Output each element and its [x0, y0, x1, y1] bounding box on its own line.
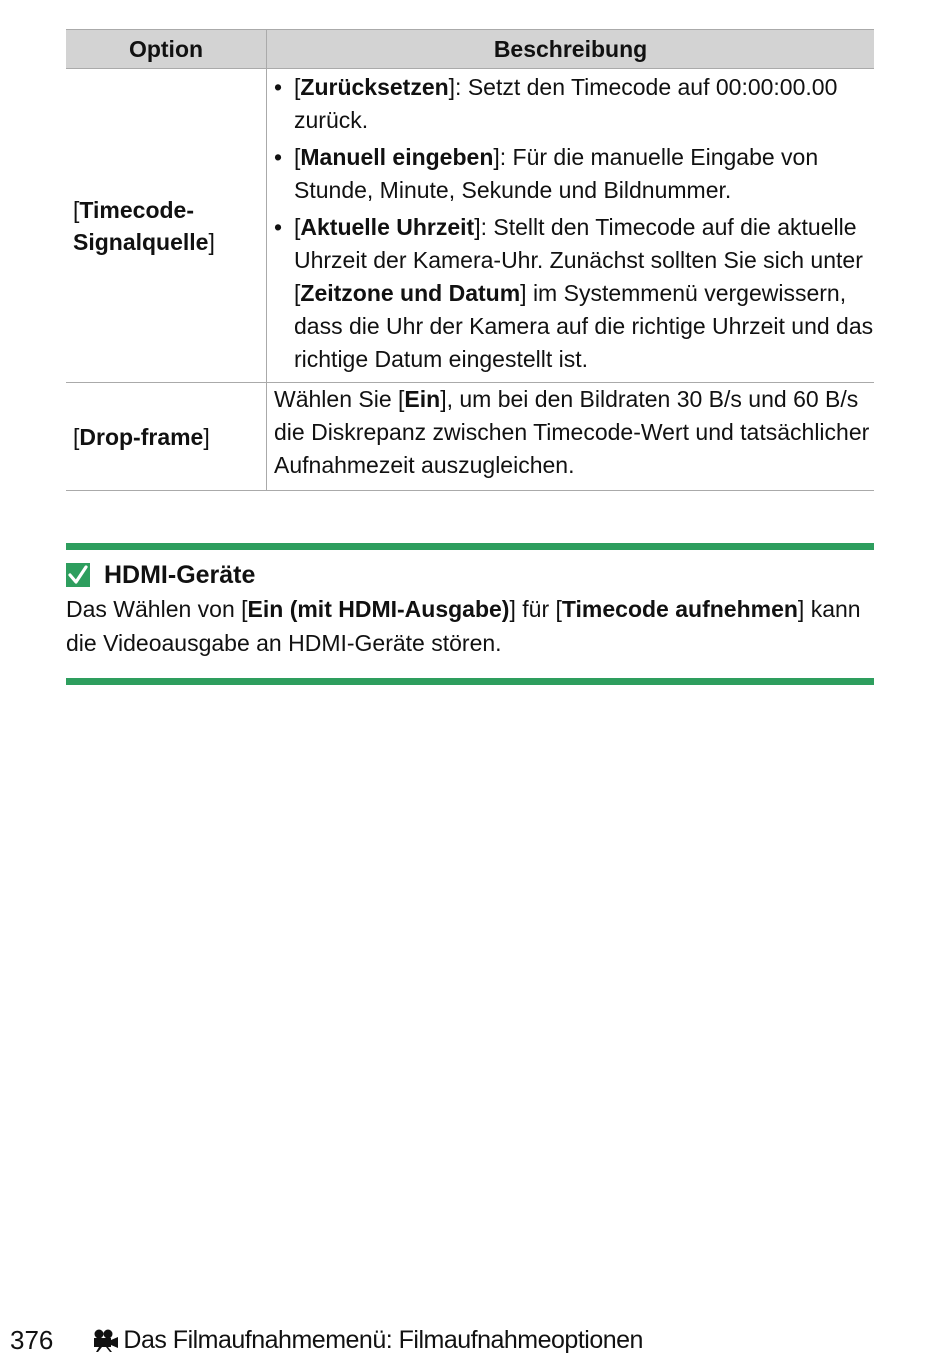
text: ]: Für die manuelle Eingabe von Stunde, Minute, Sekunde und Bildnummer. [294, 144, 819, 203]
description-cell [267, 69, 875, 383]
setting-name: Zurücksetzen [300, 74, 449, 100]
option-cell [66, 69, 267, 383]
note-body [66, 592, 874, 660]
bullet-list [274, 71, 874, 376]
note-header [66, 558, 874, 592]
setting-name: Timecode aufnehmen [561, 596, 798, 622]
text: ], um bei den Bildraten 30 B/s und 60 B/s die Diskrepanz zwischen Timecode-Wert und tatsächlicher Aufnahmezeit auszugleichen. [274, 386, 870, 478]
setting-name: Ein (mit HDMI-Ausgabe) [247, 596, 510, 622]
text: Das Wählen von [ [66, 596, 248, 622]
text: [ [294, 74, 301, 100]
footer-title: Das Filmaufnahmemenü: Filmaufnahmeoptionen [123, 1325, 643, 1354]
table-row [66, 383, 874, 491]
page-footer [10, 1322, 643, 1358]
bracket: ] [208, 228, 215, 255]
bullet-icon: • [274, 74, 283, 100]
text: ] kann die Videoausgabe an HDMI-Geräte stören. [66, 596, 861, 656]
movie-camera-icon [91, 1328, 119, 1352]
page-number: 376 [10, 1324, 54, 1355]
option-name: Drop-frame [79, 423, 204, 450]
option-name-cont: Signalquelle [73, 228, 209, 255]
text: Wählen Sie [ [274, 386, 405, 412]
setting-name: Manuell eingeben [300, 144, 494, 170]
text: [ [294, 144, 301, 170]
text: [ [294, 214, 301, 240]
list-item [274, 71, 874, 137]
setting-name: Ein [404, 386, 441, 412]
header-description: Beschreibung [267, 30, 875, 69]
header-option: Option [66, 30, 267, 69]
note-title: HDMI-Geräte [104, 560, 256, 589]
option-cell [66, 383, 267, 491]
setting-name: Aktuelle Uhrzeit [300, 214, 475, 240]
text: ] für [ [509, 596, 562, 622]
bracket: ] [203, 423, 210, 450]
list-item [274, 141, 874, 207]
list-item [274, 211, 874, 376]
bullet-icon: • [274, 144, 283, 170]
text: ]: Stellt den Timecode auf die aktuelle Uhrzeit der Kamera-Uhr. Zunächst sollten Sie sich unter [ [294, 214, 863, 306]
options-table [66, 29, 874, 491]
text: ] im Systemmenü vergewissern, dass die Uhr der Kamera auf die richtige Uhrzeit und das richtige Datum eingestellt ist. [294, 280, 874, 372]
table-header-row [66, 30, 874, 69]
setting-name: Zeitzone und Datum [300, 280, 521, 306]
text: ]: Setzt den Timecode auf 00:00:00.00 zurück. [294, 74, 838, 133]
description-cell [267, 383, 875, 491]
bracket: [ [73, 196, 80, 223]
bracket: [ [73, 423, 80, 450]
hdmi-note-box [66, 543, 874, 685]
check-icon [66, 563, 90, 587]
bullet-icon: • [274, 214, 283, 240]
table-row [66, 69, 874, 383]
option-name: Timecode- [79, 196, 194, 223]
